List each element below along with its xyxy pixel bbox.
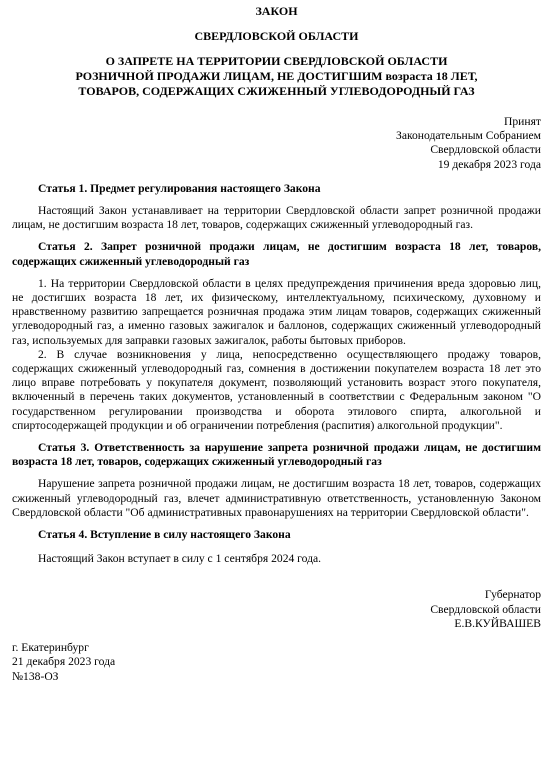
footer-line: 21 декабря 2023 года	[12, 655, 116, 669]
doc-region: СВЕРДЛОВСКОЙ ОБЛАСТИ	[194, 29, 359, 43]
footer-line: г. Екатеринбург	[12, 641, 89, 655]
footer-line: №138-ОЗ	[12, 669, 59, 683]
article-paragraph: Нарушение запрета розничной продажи лицам, не достигшим возраста 18 лет, товаров, содержащих сжиженный углеводородный газ, влечет административную ответственность, установленную Законом Свердловской области "Об административных правонарушениях на территории Свердловской области".	[12, 477, 541, 519]
doc-title-line: ТОВАРОВ, СОДЕРЖАЩИХ СЖИЖЕННЫЙ УГЛЕВОДОРОДНЫЙ ГАЗ	[78, 84, 475, 98]
adoption-line: Принят	[504, 115, 541, 128]
doc-title-line: О ЗАПРЕТЕ НА ТЕРРИТОРИИ СВЕРДЛОВСКОЙ ОБЛАСТИ	[105, 54, 448, 68]
adoption-block	[12, 115, 541, 172]
signature-line: Губернатор	[484, 588, 541, 602]
article-paragraph: Настоящий Закон вступает в силу с 1 сентября 2024 года.	[38, 552, 322, 566]
article-heading: Статья 4. Вступление в силу настоящего Закона	[38, 528, 291, 542]
adoption-line: Свердловской области	[430, 143, 541, 157]
article-heading: Статья 3. Ответственность за нарушение запрета розничной продажи лицам, не достигшим возраста 18 лет, товаров, содержащих сжиженный углеводородный газ	[12, 441, 541, 469]
article-heading: Статья 2. Запрет розничной продажи лицам, не достигшим возраста 18 лет, товаров, содержащих сжиженный углеводородный газ	[12, 240, 541, 268]
adoption-line: 19 декабря 2023 года	[437, 157, 541, 171]
signature-line: Е.В.КУЙВАШЕВ	[454, 616, 541, 630]
doc-type: ЗАКОН	[255, 4, 298, 18]
signature-block	[12, 588, 541, 631]
article-paragraph: 1. На территории Свердловской области в целях предупреждения причинения вреда здоровью лиц, не достигших возраста 18 лет, их физическому, интеллектуальному, психическому, духовному и нравственному развитию запрещается розничная продажа этим лицам товаров, содержащих сжиженный углеводородный газ, а именно газовых зажигалок и баллонов, содержащих сжиженный углеводородный газ, используемых для заправки газовых зажигалок, работы бытовых приборов.	[12, 276, 541, 347]
place-date-number-block	[12, 641, 541, 684]
doc-title	[12, 54, 541, 99]
article-heading: Статья 1. Предмет регулирования настоящего Закона	[38, 181, 321, 195]
adoption-line: Законодательным Собранием	[396, 129, 541, 143]
doc-title-line: РОЗНИЧНОЙ ПРОДАЖИ ЛИЦАМ, НЕ ДОСТИГШИМ возраста 18 ЛЕТ,	[75, 69, 478, 83]
article-paragraph: Настоящий Закон устанавливает на территории Свердловской области запрет розничной продажи лицам, не достигшим возраста 18 лет, товаров, содержащих сжиженный углеводородный газ.	[12, 204, 541, 232]
article-paragraph: 2. В случае возникновения у лица, непосредственно осуществляющего продажу товаров, содержащих сжиженный углеводородный газ, сомнения в достижении покупателем возраста 18 лет это лицо вправе потребовать у покупателя документ, позволяющий установить возраст этого покупателя, включенный в перечень таких документов, установленный в соответствии с Федеральным законом "О государственном регулировании производства и оборота этилового спирта, алкогольной и спиртосодержащей продукции и об ограничении потребления (распития) алкогольной продукции".	[12, 347, 541, 432]
signature-line: Свердловской области	[430, 602, 541, 616]
